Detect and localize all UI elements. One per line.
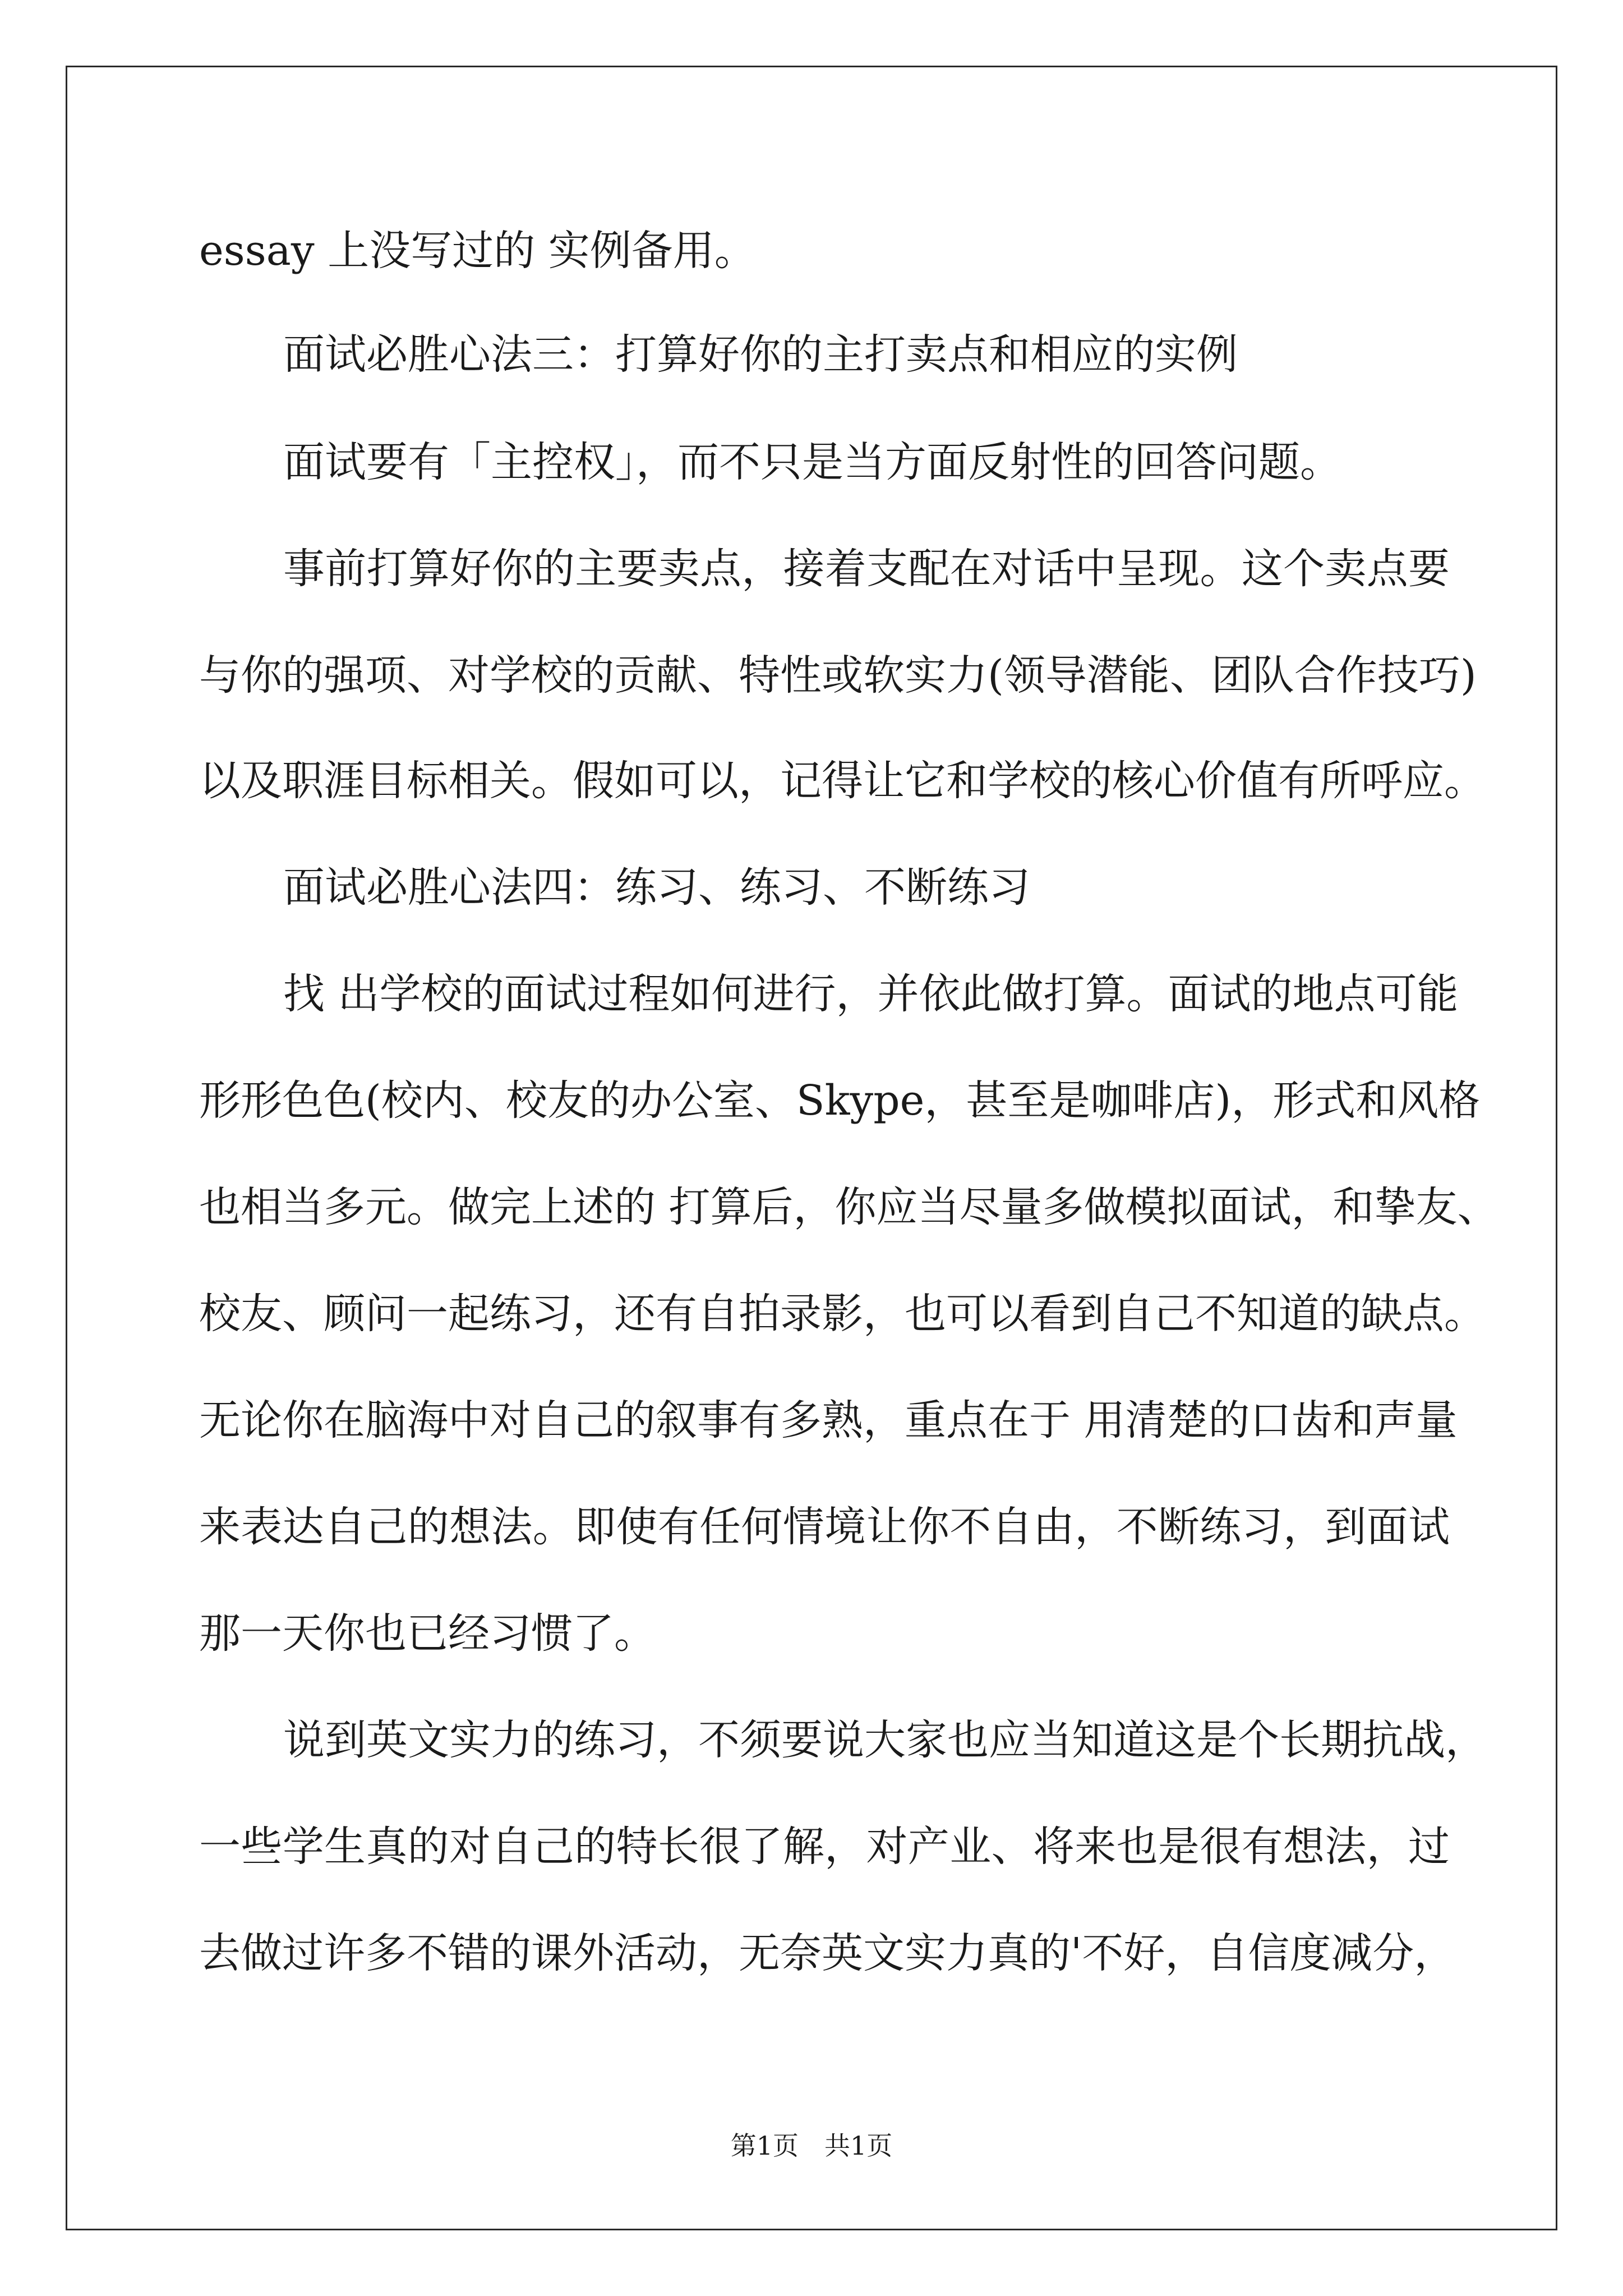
text-line: 说到英文实力的练习，不须要说大家也应当知道这是个长期抗战， bbox=[283, 1716, 1487, 1764]
text-line: 去做过许多不错的课外活动，无奈英文实力真的'不好，自信度减分， bbox=[199, 1929, 1456, 1977]
section-heading: 面试必胜心法三：打算好你的主打卖点和相应的实例 bbox=[283, 330, 1238, 379]
text-line: essay 上没写过的 实例备用。 bbox=[199, 227, 756, 275]
text-line: 事前打算好你的主要卖点，接着支配在对话中呈现。这个卖点要 bbox=[283, 545, 1450, 593]
text-line: 形形色色(校内、校友的办公室、Skype，甚至是咖啡店)，形式和风格 bbox=[199, 1076, 1481, 1125]
text-line: 一些学生真的对自己的特长很了解，对产业、将来也是很有想法，过 bbox=[199, 1823, 1450, 1871]
text-line: 以及职涯目标相关。假如可以，记得让它和学校的核心价值有所呼应。 bbox=[199, 757, 1486, 805]
page-border bbox=[66, 66, 1557, 2230]
text-line: 无论你在脑海中对自己的叙事有多熟，重点在于 用清楚的口齿和声量 bbox=[199, 1396, 1458, 1444]
text-line: 校友、顾问一起练习，还有自拍录影，也可以看到自己不知道的缺点。 bbox=[199, 1290, 1486, 1338]
text-line: 来表达自己的想法。即使有任何情境让你不自由，不断练习，到面试 bbox=[199, 1503, 1450, 1551]
text-line: 也相当多元。做完上述的 打算后，你应当尽量多做模拟面试，和挚友、 bbox=[199, 1183, 1499, 1231]
text-line: 与你的强项、对学校的贡献、特性或软实力(领导潜能、团队合作技巧) bbox=[199, 651, 1477, 700]
section-heading: 面试必胜心法四：练习、练习、不断练习 bbox=[283, 863, 1030, 912]
page-indicator: 第1页 共1页 bbox=[730, 2131, 893, 2161]
text-line: 那一天你也已经习惯了。 bbox=[199, 1609, 656, 1658]
text-line: 找 出学校的面试过程如何进行，并依此做打算。面试的地点可能 bbox=[283, 970, 1459, 1018]
text-line: 面试要有「主控权」，而不只是当方面反射性的回答问题。 bbox=[283, 438, 1341, 486]
